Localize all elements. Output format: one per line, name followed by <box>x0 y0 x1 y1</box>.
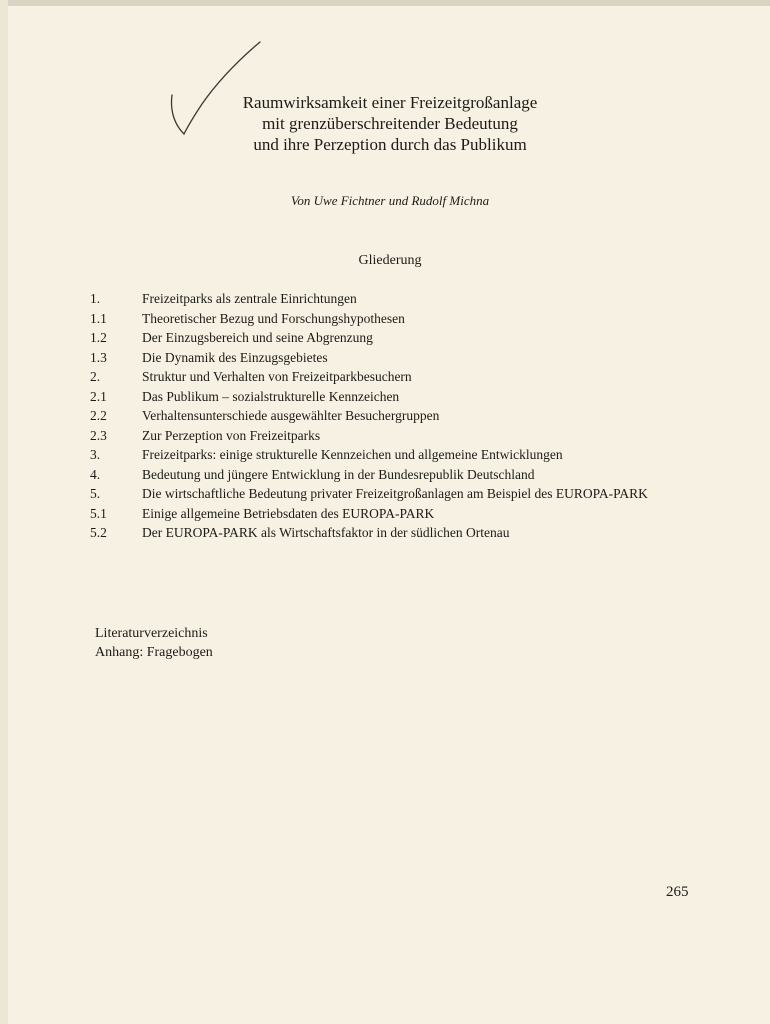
toc-item <box>90 309 670 329</box>
toc-item-number: 5. <box>90 486 101 501</box>
toc-item-number: 3. <box>90 447 101 462</box>
toc-item <box>90 348 670 368</box>
scan-top-edge <box>0 0 770 6</box>
toc-item-number: 2.2 <box>90 408 107 423</box>
author-line: Von Uwe Fichtner und Rudolf Michna <box>290 193 490 208</box>
toc-item-number: 1.3 <box>90 349 107 365</box>
toc-item-number: 2.3 <box>90 427 107 443</box>
toc-item-number: 4. <box>90 466 101 482</box>
toc-item-text: Verhaltensunterschiede ausgewählter Besuchergruppen <box>142 408 440 423</box>
toc-item <box>90 367 670 387</box>
toc-item-number: 1.2 <box>90 330 107 345</box>
toc-item-text: Bedeutung und jüngere Entwicklung in der Bundesrepublik Deutschland <box>142 466 535 482</box>
toc-item-text: Der Einzugsbereich und seine Abgrenzung <box>142 330 373 345</box>
title-line: Raumwirksamkeit einer Freizeitgroßanlage <box>242 93 538 112</box>
toc-item <box>90 484 670 504</box>
toc-item <box>90 387 670 407</box>
page-number: 265 <box>666 884 689 900</box>
toc-item-text: Freizeitparks: einige strukturelle Kennzeichen und allgemeine Entwicklungen <box>142 447 563 462</box>
toc-item-number: 2. <box>90 369 101 384</box>
toc-item-number: 2.1 <box>90 388 107 404</box>
toc-item-text: Einige allgemeine Betriebsdaten des EUROPA-PARK <box>142 505 435 521</box>
toc-item-number: 5.1 <box>90 505 107 521</box>
toc-item-text: Die wirtschaftliche Bedeutung privater Freizeitgroßanlagen am Beispiel des EUROPA-PARK <box>142 486 648 501</box>
appendix-heading: Anhang: Fragebogen <box>95 645 213 660</box>
toc-item-text: Der EUROPA-PARK als Wirtschaftsfaktor in der südlichen Ortenau <box>142 525 510 540</box>
toc-item <box>90 406 670 426</box>
toc-heading: Gliederung <box>358 253 422 268</box>
toc-item-text: Das Publikum – sozialstrukturelle Kennzeichen <box>142 388 400 404</box>
toc-item-text: Die Dynamik des Einzugsgebietes <box>142 349 328 365</box>
toc-item-text: Theoretischer Bezug und Forschungshypothesen <box>142 310 405 326</box>
toc-item-text: Zur Perzeption von Freizeitparks <box>142 427 321 443</box>
toc-item <box>90 445 670 465</box>
toc-item-number: 1. <box>90 291 101 306</box>
scan-left-edge <box>0 0 8 1024</box>
title-line: und ihre Perzeption durch das Publikum <box>253 135 527 154</box>
toc-item <box>90 465 670 485</box>
title-line: mit grenzüberschreitender Bedeutung <box>262 114 518 133</box>
toc-item <box>90 504 670 524</box>
toc-item <box>90 289 670 309</box>
toc-item <box>90 426 670 446</box>
toc-item-number: 5.2 <box>90 525 107 540</box>
back-matter <box>95 624 213 662</box>
toc-item-number: 1.1 <box>90 310 107 326</box>
toc-item <box>90 328 670 348</box>
toc-item-text: Freizeitparks als zentrale Einrichtungen <box>142 291 357 306</box>
literature-heading: Literaturverzeichnis <box>95 626 208 641</box>
toc-item-text: Struktur und Verhalten von Freizeitparkbesuchern <box>142 369 412 384</box>
table-of-contents <box>90 289 670 543</box>
toc-item <box>90 523 670 543</box>
document-title <box>140 92 640 155</box>
